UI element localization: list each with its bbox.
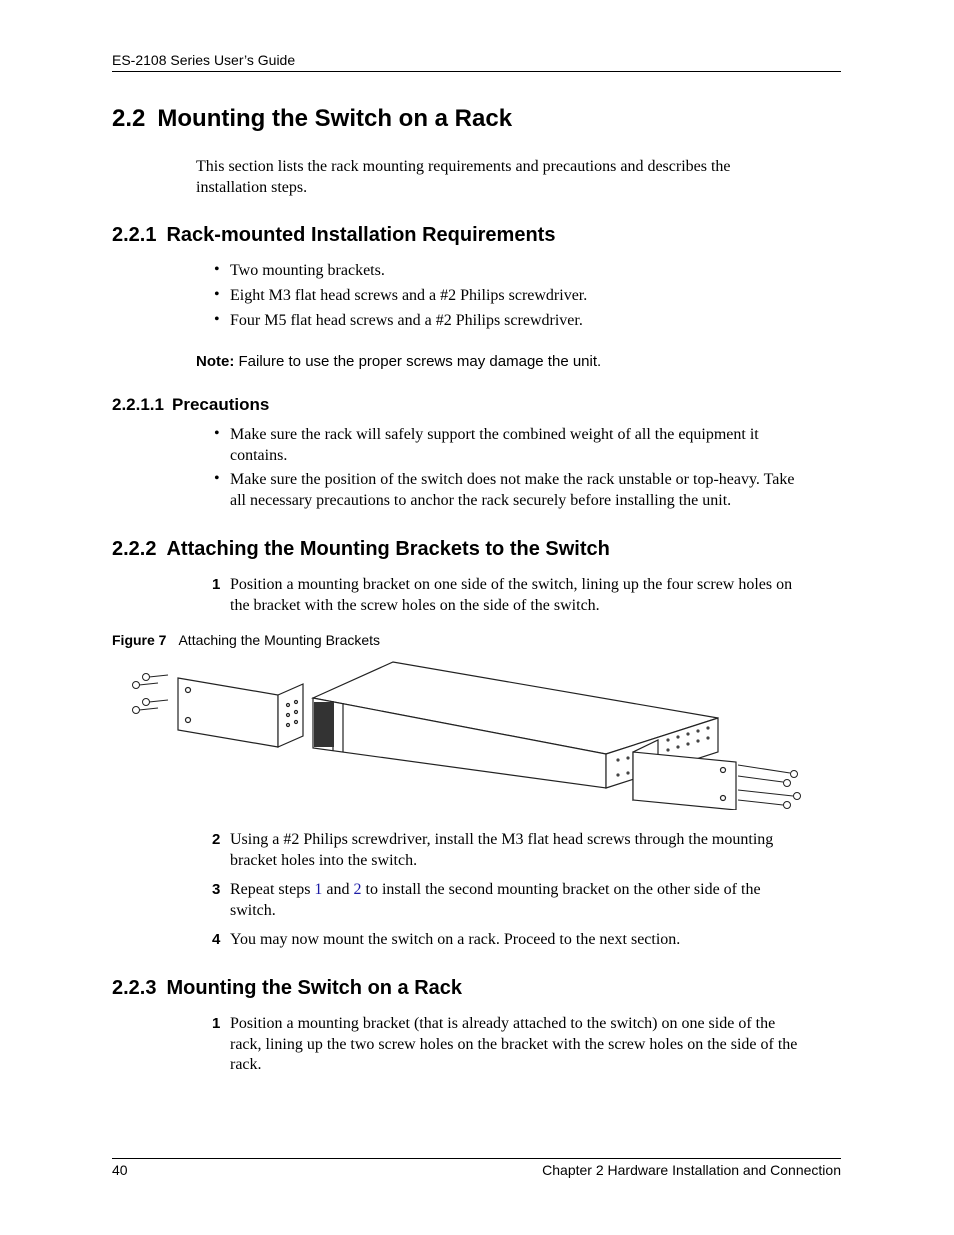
chapter-title: Chapter 2 Hardware Installation and Connection bbox=[542, 1162, 841, 1178]
note bbox=[196, 353, 601, 370]
note-label: Note: bbox=[196, 353, 235, 370]
figure-label: Figure 7 bbox=[112, 632, 167, 648]
subsection-heading-2-2-3 bbox=[112, 977, 462, 1000]
bullet-mark: • bbox=[214, 470, 220, 487]
list-item bbox=[230, 425, 850, 466]
list-item-line: contains. bbox=[230, 446, 288, 464]
step-text-fragment: and bbox=[322, 881, 354, 898]
figure-title: Attaching the Mounting Brackets bbox=[178, 632, 381, 648]
subsection-number: 2.2.2 bbox=[112, 538, 157, 560]
subsection-title: Attaching the Mounting Brackets to the Switch bbox=[166, 538, 610, 560]
subsubsection-number: 2.2.1.1 bbox=[112, 395, 164, 414]
mounting-brackets-illustration bbox=[128, 660, 813, 810]
section-heading bbox=[112, 105, 512, 133]
bullet-mark: • bbox=[214, 425, 220, 442]
bullet-mark: • bbox=[214, 311, 220, 328]
subsection-heading-2-2-2 bbox=[112, 538, 610, 561]
subsection-heading-2-2-1 bbox=[112, 224, 555, 247]
footer-rule bbox=[112, 1158, 841, 1159]
switch-front-panel bbox=[314, 702, 334, 747]
list-item: Eight M3 flat head screws and a #2 Philips screwdriver. bbox=[230, 287, 588, 304]
step-line: rack, lining up the two screw holes on the bracket with the screw holes on the side of the bbox=[230, 1035, 798, 1053]
step-number: 1 bbox=[212, 576, 221, 593]
subsection-number: 2.2.1 bbox=[112, 224, 157, 246]
step-line: Position a mounting bracket (that is already attached to the switch) on one side of the bbox=[230, 1015, 776, 1032]
step-number: 2 bbox=[212, 831, 221, 848]
step-number: 4 bbox=[212, 931, 221, 948]
list-item: Four M5 flat head screws and a #2 Philips screwdriver. bbox=[230, 312, 583, 329]
list-item: Two mounting brackets. bbox=[230, 262, 385, 279]
subsection-title: Mounting the Switch on a Rack bbox=[166, 977, 463, 999]
section-intro bbox=[196, 157, 846, 198]
step-text: You may now mount the switch on a rack. Proceed to the next section. bbox=[230, 931, 681, 948]
list-item-line: all necessary precautions to anchor the rack securely before installing the unit. bbox=[230, 491, 732, 509]
step-text bbox=[230, 880, 850, 921]
step-text bbox=[230, 575, 850, 616]
step-line: Using a #2 Philips screwdriver, install the M3 flat head screws through the mounting bbox=[230, 831, 774, 848]
step-number: 1 bbox=[212, 1015, 221, 1032]
step-line: the bracket with the screw holes on the side of the switch. bbox=[230, 596, 600, 614]
step-line: rack. bbox=[230, 1056, 262, 1073]
header-rule bbox=[112, 71, 841, 72]
step-text bbox=[230, 830, 850, 871]
subsubsection-title: Precautions bbox=[172, 395, 270, 414]
step-line: bracket holes into the switch. bbox=[230, 851, 418, 869]
step-line: switch. bbox=[230, 901, 276, 919]
figure-caption bbox=[112, 632, 380, 648]
subsection-title: Rack-mounted Installation Requirements bbox=[166, 224, 556, 246]
step-text-fragment: to install the second mounting bracket on the other side of the bbox=[361, 881, 761, 898]
section-number: 2.2 bbox=[112, 105, 146, 132]
intro-line: installation steps. bbox=[196, 178, 308, 196]
step-1-link[interactable]: 1 bbox=[314, 881, 323, 898]
subsubsection-heading bbox=[112, 395, 269, 415]
list-item-line: Make sure the position of the switch does not make the rack unstable or top-heavy. Take bbox=[230, 471, 795, 488]
step-text bbox=[230, 1014, 850, 1076]
intro-line: This section lists the rack mounting requirements and precautions and describes the bbox=[196, 158, 731, 175]
list-item-line: Make sure the rack will safely support the combined weight of all the equipment it bbox=[230, 426, 759, 443]
step-number: 3 bbox=[212, 881, 221, 898]
note-text: Failure to use the proper screws may damage the unit. bbox=[238, 353, 602, 370]
bullet-mark: • bbox=[214, 286, 220, 303]
step-line bbox=[230, 880, 850, 901]
section-title: Mounting the Switch on a Rack bbox=[157, 105, 513, 132]
step-text-fragment: Repeat steps bbox=[230, 881, 315, 898]
running-header: ES-2108 Series User’s Guide bbox=[112, 52, 296, 68]
step-line: Position a mounting bracket on one side of the switch, lining up the four screw holes on bbox=[230, 576, 793, 593]
step-2-link[interactable]: 2 bbox=[353, 881, 362, 898]
subsection-number: 2.2.3 bbox=[112, 977, 157, 999]
bullet-mark: • bbox=[214, 261, 220, 278]
page-number: 40 bbox=[112, 1162, 128, 1178]
list-item bbox=[230, 470, 850, 511]
